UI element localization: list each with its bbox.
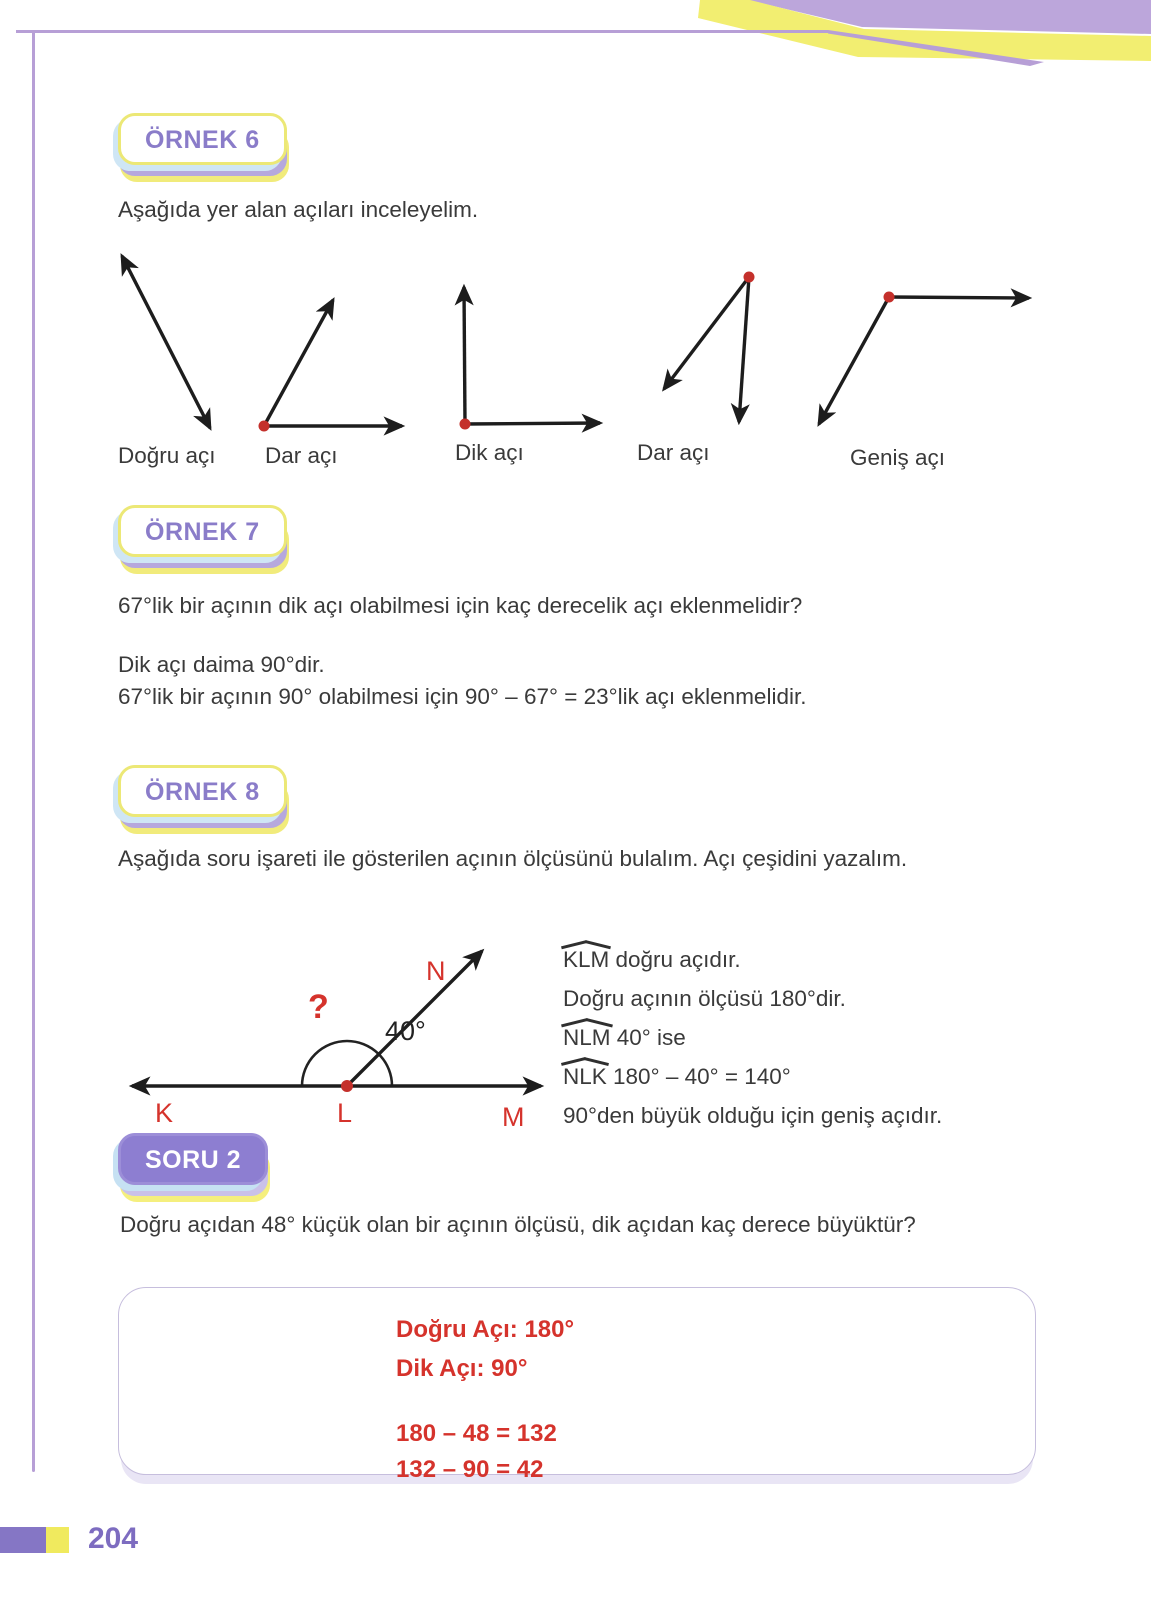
angle-hat: KLM (563, 947, 610, 972)
klm-angle-diagram (118, 900, 563, 1128)
answer-lines (396, 1316, 574, 1484)
solution-text: doğru açıdır. (609, 947, 741, 972)
acute-angle-figure (250, 288, 422, 438)
right-angle-figure (448, 274, 620, 436)
vertex-dot (259, 421, 270, 432)
ornek8-intro-text: Aşağıda soru işareti ile gösterilen açının ölçüsünü bulalım. Açı çeşidini yazalım. (118, 846, 908, 871)
vertex-L-dot (341, 1080, 353, 1092)
solution-line (563, 1100, 942, 1129)
page-number: 204 (88, 1522, 139, 1555)
ornek8-solution (563, 944, 942, 1129)
footer-yellow-bar (46, 1527, 69, 1553)
angle-value-label: 40° (385, 1016, 426, 1046)
ornek7-answer-line2: 67°lik bir açının 90° olabilmesi için 90° – 67° = 23°lik açı eklenmelidir. (118, 684, 807, 709)
ornek6-badge-label: ÖRNEK 6 (145, 125, 260, 154)
solution-text: 40° ise (610, 1025, 686, 1050)
ornek8-badge-label: ÖRNEK 8 (145, 777, 260, 806)
solution-text: 180° – 40° = 140° (606, 1064, 791, 1089)
angle-arc (302, 1041, 392, 1086)
obtuse-angle-figure (800, 280, 1045, 438)
ornek7-question: 67°lik bir açının dik açı olabilmesi için kaç derecelik açı eklenmelidir? (118, 593, 803, 618)
angle-label-5: Geniş açı (850, 445, 946, 470)
ornek6-badge (118, 113, 287, 165)
angle-label-3: Dik açı (455, 440, 524, 465)
ornek7-answer-line1: Dik açı daima 90°dir. (118, 652, 325, 677)
point-N-label: N (426, 956, 446, 986)
left-border-line (32, 31, 35, 1472)
angle-label-2: Dar açı (265, 443, 338, 468)
vertex-dot (744, 272, 755, 283)
angle-hat: NLK (563, 1064, 607, 1089)
answer-line: 132 – 90 = 42 (396, 1456, 544, 1483)
answer-line: Doğru Açı: 180° (396, 1316, 575, 1343)
vertex-dot (460, 419, 471, 430)
angle-hat: NLM (563, 1025, 611, 1050)
soru2-badge-label: SORU 2 (145, 1145, 242, 1174)
ornek7-badge (118, 505, 287, 557)
footer-purple-bar (0, 1527, 46, 1553)
answer-line: Dik Açı: 90° (396, 1355, 528, 1382)
ornek7-badge-label: ÖRNEK 7 (145, 517, 260, 546)
solution-line (563, 1061, 942, 1090)
top-border-line (16, 30, 828, 33)
answer-box (118, 1287, 1036, 1483)
top-border-decoration (0, 0, 1151, 80)
soru2-question: Doğru açıdan 48° küçük olan bir açının ölçüsü, dik açıdan kaç derece büyüktür? (120, 1212, 916, 1237)
straight-angle-figure (108, 242, 226, 444)
vertex-dot (884, 292, 895, 303)
point-M-label: M (502, 1102, 525, 1128)
angle-label-1: Doğru açı (118, 443, 216, 468)
ornek6-intro-text: Aşağıda yer alan açıları inceleyelim. (118, 197, 479, 222)
point-K-label: K (155, 1098, 174, 1128)
solution-text: 90°den büyük olduğu için geniş açıdır. (563, 1103, 943, 1128)
solution-line (563, 944, 942, 973)
point-L-label: L (337, 1098, 353, 1128)
soru2-badge (118, 1133, 268, 1185)
solution-line (563, 1022, 942, 1051)
unknown-angle-mark: ? (308, 988, 329, 1026)
ornek8-badge (118, 765, 287, 817)
angle-label-4: Dar açı (637, 440, 710, 465)
answer-line: 180 – 48 = 132 (396, 1420, 557, 1447)
solution-text: Doğru açının ölçüsü 180°dir. (563, 986, 846, 1011)
solution-line (563, 983, 942, 1012)
acute-angle-figure-2 (648, 262, 766, 436)
